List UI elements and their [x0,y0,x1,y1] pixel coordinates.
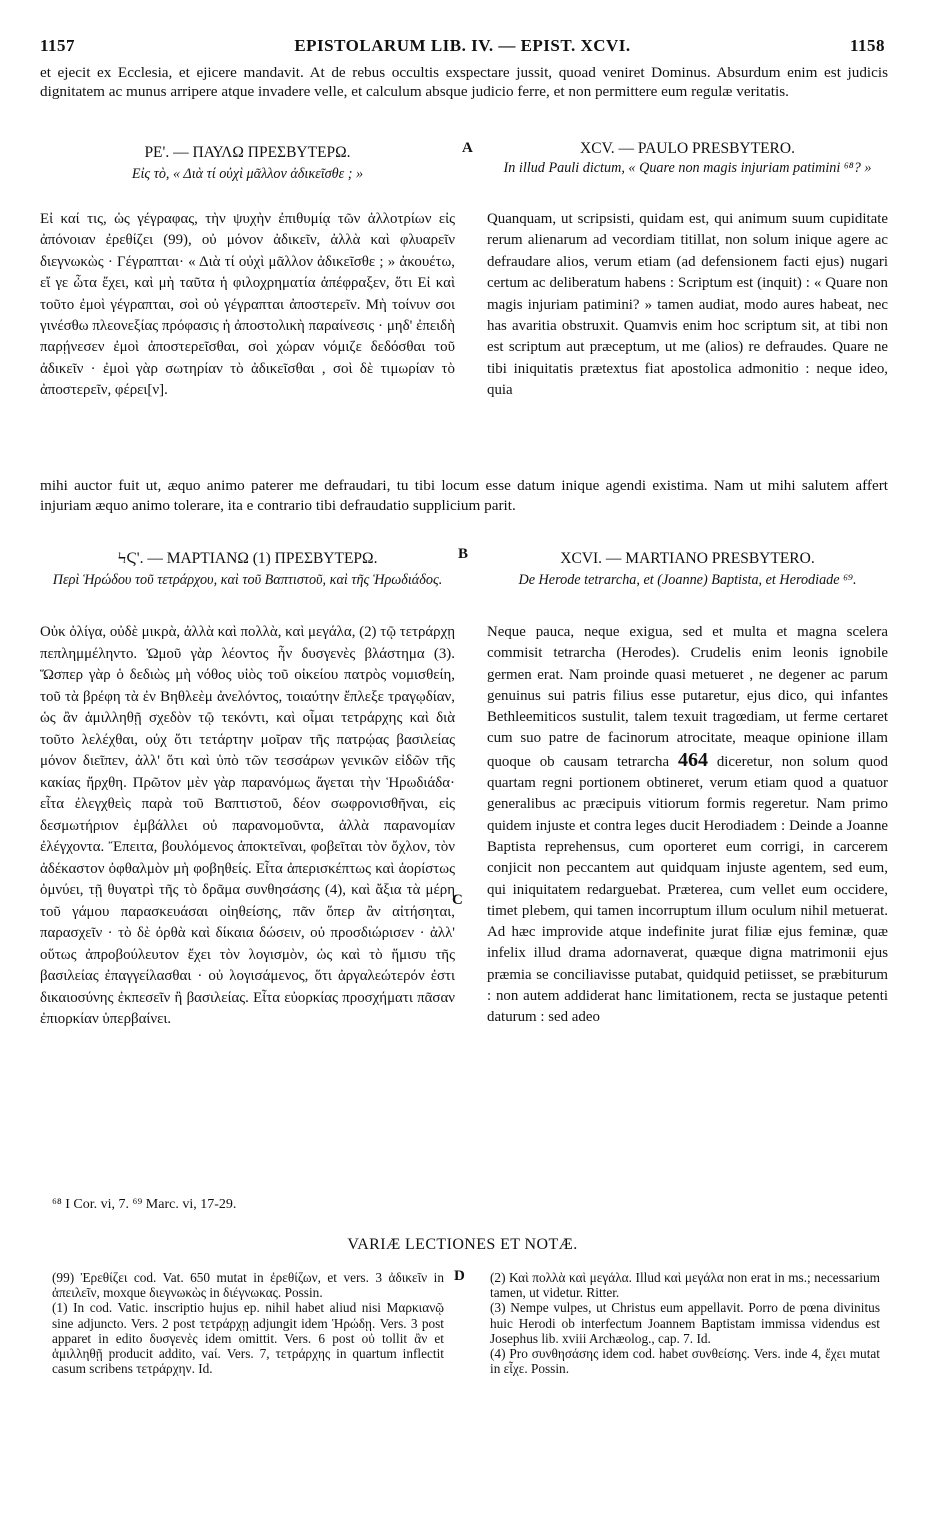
footnotes: ⁶⁸ I Cor. vi, 7. ⁶⁹ Marc. vi, 17-29. [52,1197,237,1212]
margin-letter-a: A [462,140,473,156]
margin-letter-b: B [458,546,469,562]
letter95-greek-title: ΡΕ'. — ΠΑΥΛΩ ΠΡΕΣΒΥΤΕΡΩ. [144,144,351,161]
letter96-greek-text: Οὐκ ὀλίγα, οὐδὲ μικρὰ, ἀλλὰ καὶ πολλὰ, καὶ μεγάλα, (2) τῷ τετράρχῃ πεπλημμέληντο. Ὠμοῦ γὰρ λέοντος ἦν δυσγενὲς βλάστημα (3). Ὥσπερ γὰρ ὁ δεδιὼς μὴ νόθος υἱὸς τοῦ οἰκείου πατρὸς νομισθείη, τοῦ τὰ βρέφη τὰ ἐν Βηθλεὲμ ἀνελόντος, τοιαύτην ἔπλεξε τραγῳδίαν, ὡς ἂν ἁμιλληθῇ σχεδὸν τῷ τεκόντι, καὶ οἶμαι τετράρχης καὶ διὰ τοῦτο λελέχθαι, οὐχ ὅτι τετάρτην μοῖραν τῆς πατρῴας βασιλείας μόνον διεῖπεν, ἀλλ' ὅτι καὶ ὑπὸ τῶν τεσσάρων γενικῶν εἰδῶν τῆς κακίας ἤρχθη. Πρῶτον μὲν γὰρ παρανόμως ἄγεται τὴν Ἡρωδιάδα· εἶτα ἐλεγχθεὶς παρὰ τοῦ Βαπτιστοῦ, δέον σωφρονισθῆναι, εἰς δεσμωτήριον ἐμβάλλει οὐ παρανομοῦντα, ἀλλὰ παρανομίαν ἐλέγχοντα. Ἔπειτα, βουλόμενος ἀποκτεῖναι, φοβεῖται τὸν ὄχλον, τὸν ἀδέκαστον ὀφθαλμὸν μὴ φοβηθείς. Εἶτα ἀπερισκέπτως καὶ ἀορίστως ὀμνύει, τῇ θυγατρὶ τῆς τὸ δρᾶμα συνθησάσης (4), καὶ ἄξια τὰ μέρη τοῦ γάμου παρασκευάσαι οἰηθείσης, πᾶν ὅπερ ἂν αἰτήσηται, παρασχεῖν · τὸ δὲ ὀρθὰ καὶ δίκαια δώσειν, οὐ προσδιώρισεν · ἀλλ' οὕτως ἀπροβούλευτον ἔχει τὸν λογισμὸν, ὡς καὶ τὸ ἥμισυ τῆς βασιλείας ἐπαγγείλασθαι · οὐ λογισάμενος, ὅτι ἀργαλεώτερόν ἐστι δικαιοσύνης ἐκπεσεῖν ἢ βασιλείας. Εἶτα εὐορκίας προσχήματι πᾶσαν ἐπιορκίαν ὑπερβαίνει. [40,624,456,1027]
right-page-number: 1158 [849,36,885,55]
letter95-greek-subtitle: Εἰς τὸ, « Διὰ τί οὐχὶ μᾶλλον ἀδικεῖσθε ; » [131,166,364,182]
letter95-latin-subtitle: In illud Pauli dictum, « Quare non magis injuriam patimini ⁶⁸? » [503,160,872,176]
letter96-greek-subtitle: Περὶ Ἡρώδου τοῦ τετράρχου, καὶ τοῦ Βαπτιστοῦ, καὶ τῆς Ἡρωδιάδος. [52,572,443,588]
note-4: (4) Pro συνθησάσης idem cod. habet συνθείσης. Vers. inde 4, ἔχει mutat in εἶχε. Possin. [490,1346,880,1377]
notes-left-column [52,1270,444,1376]
note-1: (1) In cod. Vatic. inscriptio hujus ep. nihil habet aliud nisi Μαρκιανῷ sine adjuncto. Vers. 2 post τετράρχῃ adjungit idem Ἡρώδῃ. Vers. 3 post apparet in edito δυσγενὲς idem omittit. Vers. 6 post οὐ tollit ἂν et ἁμιλληθῇ producit addito, vaί. Vers. 7, τετράρχης in quartum inflectit casum scribens τετράρχην. Id. [52,1300,444,1377]
notes-title: VARIÆ LECTIONES ET NOTÆ. [347,1236,578,1253]
notes-right-column [490,1270,880,1376]
header-title: EPISTOLARUM LIB. IV. — EPIST. XCVI. [294,36,631,55]
letter96-latin-text-b: diceretur, non solum quod quartam regni portionem obtineret, verum etiam quod a quatuor generalibus ac præcipuis vitiorum formis regeretur. Nam primo quidem injuste et contra leges ducit Herodiadem : Deinde a Joanne Baptista reprehensus, cum oporteret eum corrigi, in carcerem conjicit non peccantem aut quidquam injuste agentem, sed eum, qui iniquitatem redarguebat. Præterea, cum vellet eum occidere, timet plebem, qui tamen incorruptum illum oculum nihil metuerat. Ad hæc improvide atque indefinite jurat filiæ ejus feminæ, quæ infelix illud drama adornaverat, quæque digna matrimonii ejus præmia se conciliavisse putabat, quidquid petiisset, se præbiturum : non autem addiderat hanc limitationem, recta se justaque petenti daturum : sed adeo [487,753,888,1026]
note-99: (99) Ἐρεθίζει cod. Vat. 650 mutat in ἐρεθίζων, et vers. 3 ἀδικεῖν in ἀπειλεῖν, moxque διεγνωκὼς in διέγνωκας. Possin. [52,1270,444,1301]
letter96-latin-text-a: Neque pauca, neque exigua, sed et multa et magna scelera commisit tetrarcha (Herodes). Crudelis enim leonis ignobile germen erat. Nam proinde quasi metueret , ne degener ac parum genuinus sui patris filius esse putaretur, ejus dico, qui infantes Bethleemiticos sustulit, talem texuit tragœdiam, ut ferme certaret cum suo patre de facinorum atrocitate, meaque opinione illam quoque ob causam tetrarcha [487,624,888,770]
letter95-latin-text: Quanquam, ut scripsisti, quidam est, qui animum suum cupiditate rerum alienarum ad vecordiam titillat, non solum inique agere ac defraudare alios, verum etiam (ad defensionem facti ejus) nugari certum ac deliberatum habens : Scriptum est (inquit) : « Quare non magis injuriam patimini? » tamen audiat, modo aures habeat, nec has avaritia obstruxit. Quamvis enim hoc scriptum sit, at tibi non est scriptum aut præceptum, ut me (alios) re defraudes. Quare ne tibi iniquitatis prætextus fiat apostolica admonitio : neque ideo, quia [487,211,888,399]
margin-letter-d: D [454,1268,465,1284]
note-2: (2) Καὶ πολλὰ καὶ μεγάλα. Illud καὶ μεγάλα non erat in ms.; necessarium tamen, ut videtur. Ritter. [490,1270,880,1301]
page-marker: 464 [677,748,708,771]
letter95-continuation: mihi auctor fuit ut, æquo animo paterer me defraudari, tu tibi locum esse datum inique agendi existima. Nam ut mihi salutem affert injuriam æquo animo tolerare, ita e contrario tibi defraudatio supplicium parit. [40,477,888,514]
margin-letter-c: C [452,892,463,908]
letter95-latin-title: XCV. — PAULO PRESBYTERO. [580,140,795,157]
left-page-number: 1157 [40,36,76,55]
letter95-greek-text: Εἰ καί τις, ὡς γέγραφας, τὴν ψυχὴν ἐπιθυμίᾳ τῶν ἀλλοτρίων εἰς ἀπόνοιαν ἐρεθίζει (99), οὐ μόνον ἀδικεῖν, ἀλλὰ καὶ φλυαρεῖν διεγνωκὼς · Γέγραπται· « Διὰ τί οὐχὶ μᾶλλον ἀδικεῖσθε ; » ἀκουέτω, εἴ γε ὦτα ἔχει, καὶ μὴ ταῦτα ἡ φιλοχρηματία ἀπέφραξεν, ὅτι Εἰ καὶ τοῦτο ἐμοὶ γέγραπται, σοὶ οὐ γέγραπται ἀποστερεῖν. Μὴ τοίνυν σοι γινέσθω πλεονεξίας πρόφασις ἡ ἀποστολικὴ παραίνεσις · μηδ' ἐπειδὴ παρῄνεσεν ἐμοὶ ἀποστερεῖσθαι, σοὶ χώραν νόμιζε δεδόσθαι τοῦ ἀδικεῖν · ἐμοὶ γὰρ σωτηρίαν τὸ ἀδικεῖσθαι , σοὶ δὲ τιμωρίαν τὸ ἀποστερεῖν, φέρει[ν]. [40,211,455,399]
letter96-latin-title: XCVI. — MARTIANO PRESBYTERO. [560,550,815,567]
letter96-latin-subtitle: De Herode tetrarcha, et (Joanne) Baptista, et Herodiade ⁶⁹. [518,572,857,588]
letter96-latin-text [487,622,888,1029]
note-3: (3) Nempe vulpes, ut Christus eum appellavit. Porro de pœna divinitus huic Herodi ob interfectum Joannem Baptistam immissa videndus est Josephus lib. xviii Archæolog., cap. 7. Id. [490,1300,880,1346]
running-header [40,36,885,58]
letter96-greek-title: ϞϚ'. — ΜΑΡΤΙΑΝΩ (1) ΠΡΕΣΒΥΤΕΡΩ. [117,550,378,567]
carryover-text: et ejecit ex Ecclesia, et ejicere mandavit. At de rebus occultis exspectare jussit, quoad veniret Dominus. Absurdum enim est judicis dignitatem ac munus arripere atque invadere velle, et calculum absque judicio ferre, et non permittere eum regulæ veritatis. [40,64,888,100]
